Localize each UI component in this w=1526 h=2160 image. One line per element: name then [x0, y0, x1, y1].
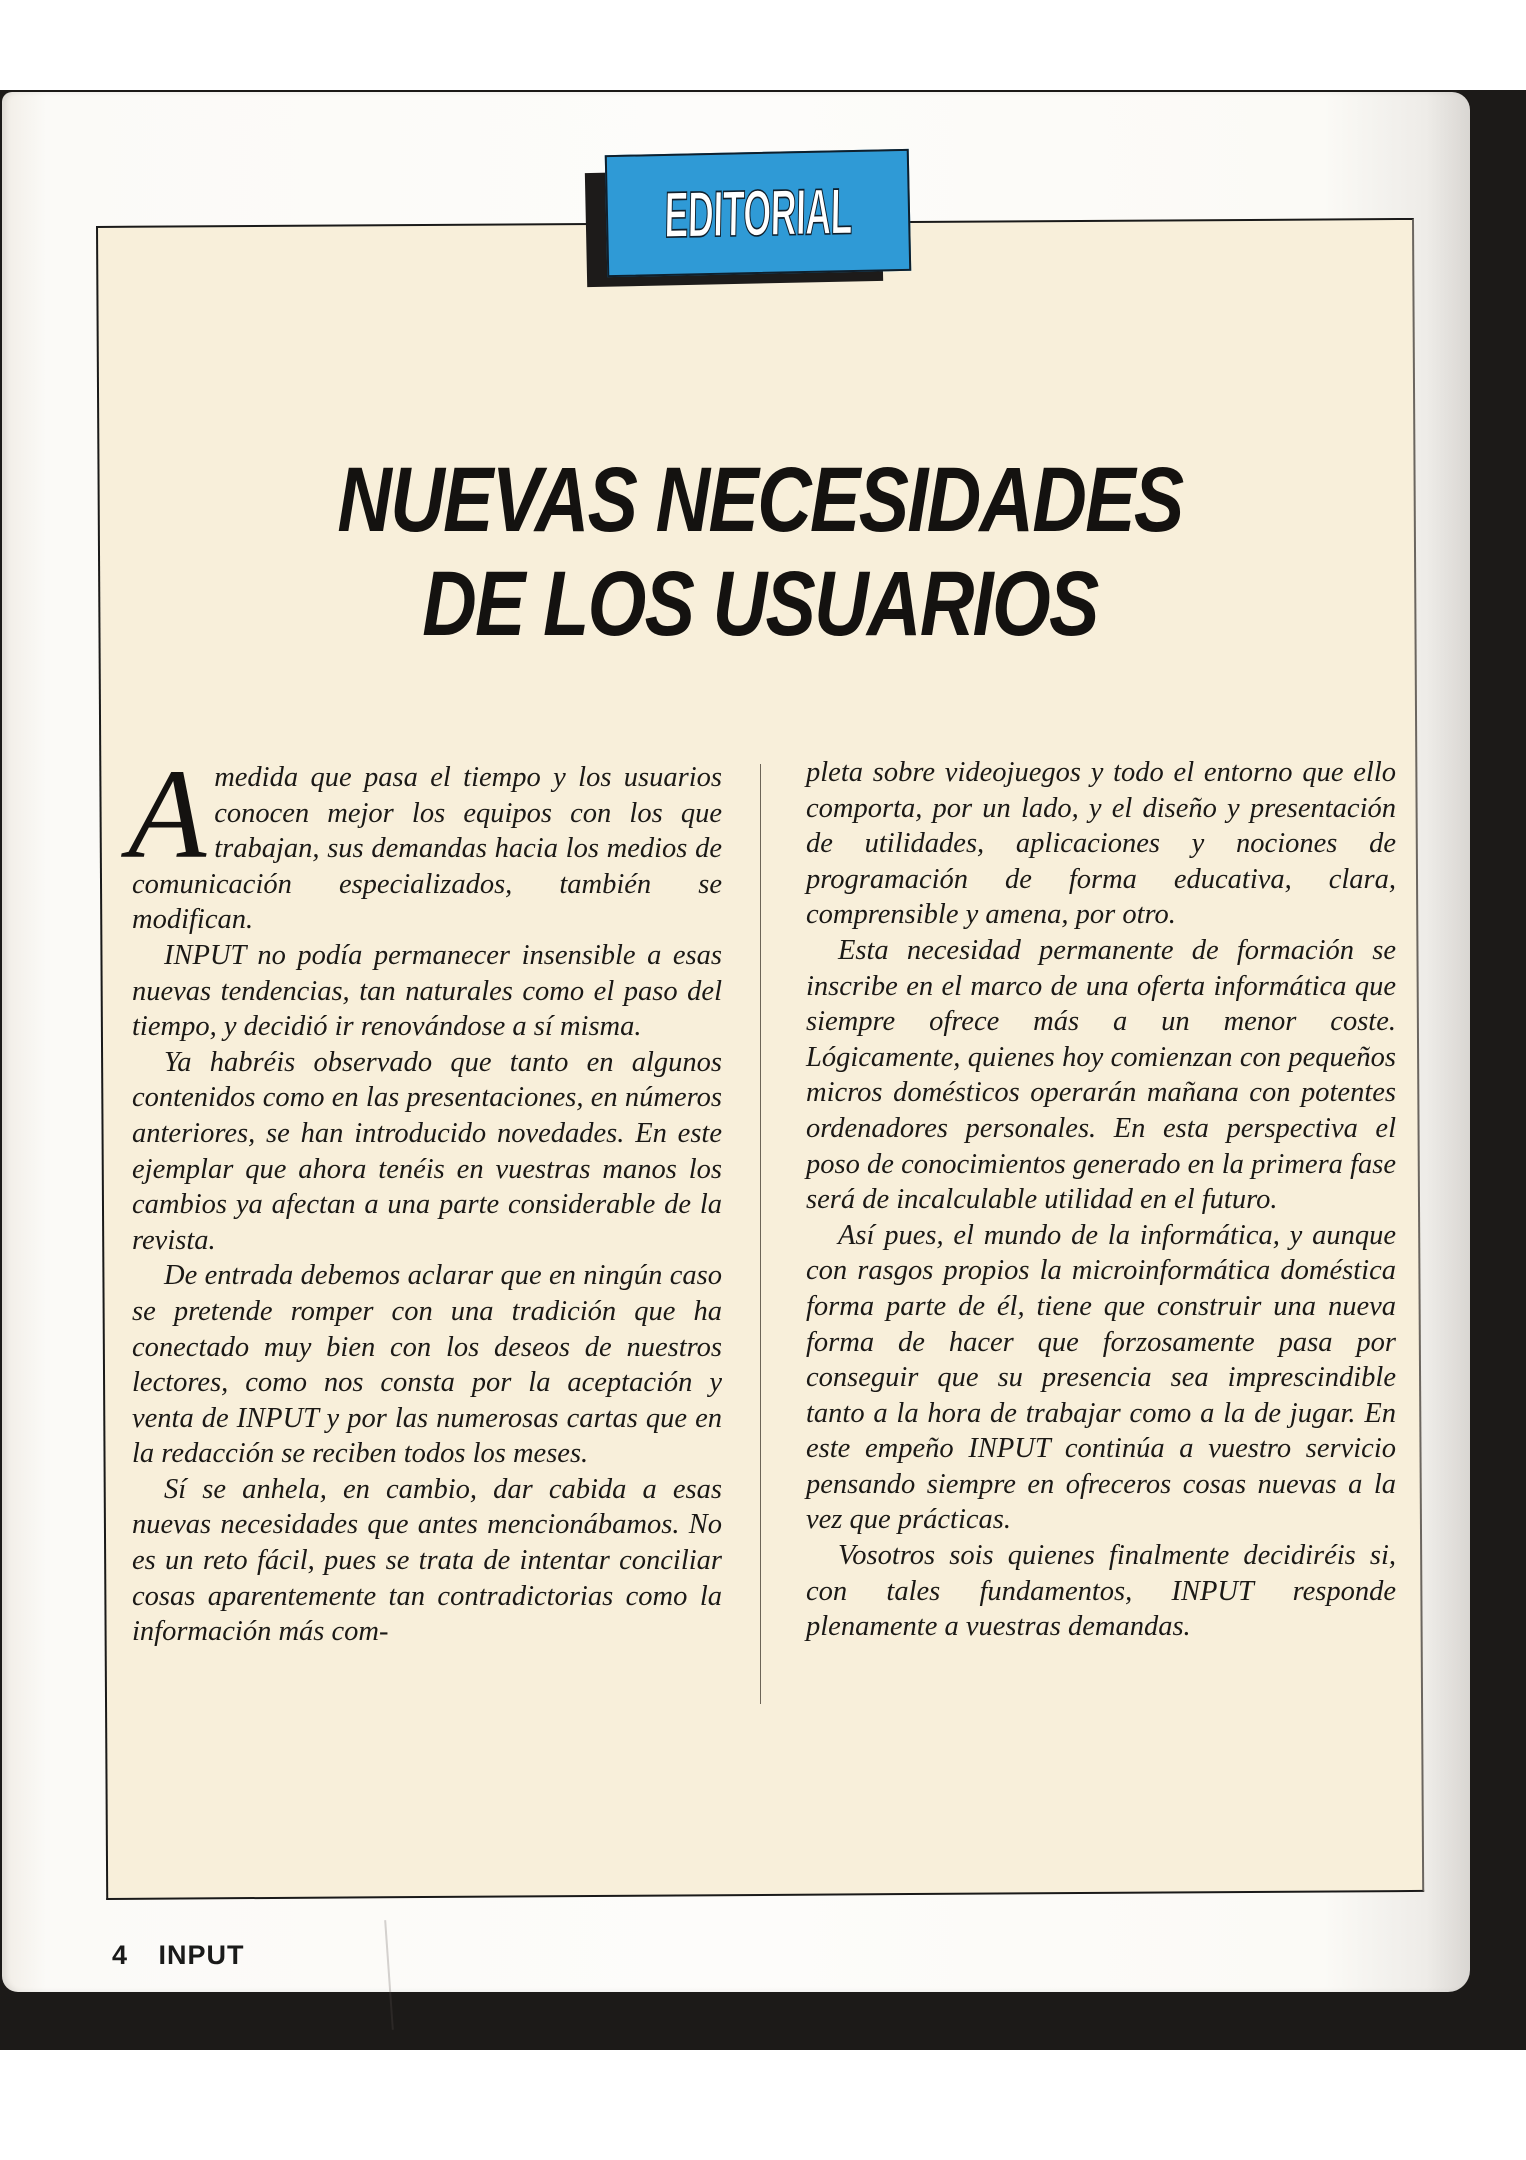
- paragraph: De entrada debemos aclarar que en ningún caso se pretende romper con una tradición que ha conectado muy bien con los deseos de nuestros lectores, como nos consta por la aceptación y venta de INPUT y por las numerosas cartas que en la redacción se reciben todos los meses.: [132, 1260, 722, 1470]
- article-column-left: [128, 743, 722, 1650]
- paragraph: Ya habréis observado que tanto en algunos contenidos como en las presentaciones, en números anteriores, se han introducido novedades. En este ejemplar que ahora tenéis en vuestras manos los cambios ya afectan a una parte considerable de la revista.: [132, 1046, 722, 1256]
- paragraph: Sí se anhela, en cambio, dar cabida a esas nuevas necesidades que antes mencionábamos. No es un reto fácil, pues se trata de intentar conciliar cosas aparentemente tan contradictorias como la información más com-: [132, 1473, 722, 1648]
- section-badge: [605, 149, 911, 277]
- paragraph: pleta sobre videojuegos y todo el entorno que ello comporta, por un lado, y el diseño y presentación de utilidades, aplicaciones y nociones de programación de forma educativa, clara, comprensible y amena, por otro.: [806, 757, 1396, 931]
- page-title: [200, 448, 1320, 656]
- page-number: 4: [112, 1940, 129, 1970]
- drop-cap: A: [128, 743, 207, 885]
- article-column-right: [806, 755, 1396, 1645]
- title-line-1: NUEVAS NECESIDADES: [337, 449, 1183, 551]
- paragraph: INPUT no podía permanecer insensible a esas nuevas tendencias, tan naturales como el paso del tiempo, y decidió ir renovándose a sí misma.: [132, 939, 722, 1043]
- magazine-name: INPUT: [158, 1940, 245, 1970]
- section-badge-label: EDITORIAL: [663, 174, 853, 252]
- paragraph: A medida que pasa el tiempo y los usuarios conocen mejor los equipos con los que trabajan, sus demandas hacia los medios de comunicación especializados, también se modifican.: [128, 743, 722, 936]
- paragraph: Así pues, el mundo de la informática, y aunque con rasgos propios la microinformática doméstica forma parte de él, tiene que construir una nueva forma de hacer que forzosamente pasa por conseguir que su presencia sea imprescindible tanto a la hora de trabajar como a la de jugar. En este empeño INPUT continúa a vuestro servicio pensando siempre en ofreceros cosas nuevas a la vez que prácticas.: [806, 1219, 1396, 1536]
- page-footer: [112, 1940, 245, 1971]
- column-divider: [760, 764, 761, 1704]
- title-line-2: DE LOS USUARIOS: [422, 553, 1098, 655]
- paragraph: Vosotros sois quienes finalmente decidiréis si, con tales fundamentos, INPUT responde plenamente a vuestras demandas.: [806, 1540, 1396, 1643]
- paragraph: Esta necesidad permanente de formación se inscribe en el marco de una oferta informática que siempre ofrece más a un menor coste. Lógicamente, quienes hoy comienzan con pequeños micros domésticos operarán mañana con potentes ordenadores personales. En esta perspectiva el poso de conocimientos generado en la primera fase será de incalculable utilidad en el futuro.: [806, 934, 1396, 1216]
